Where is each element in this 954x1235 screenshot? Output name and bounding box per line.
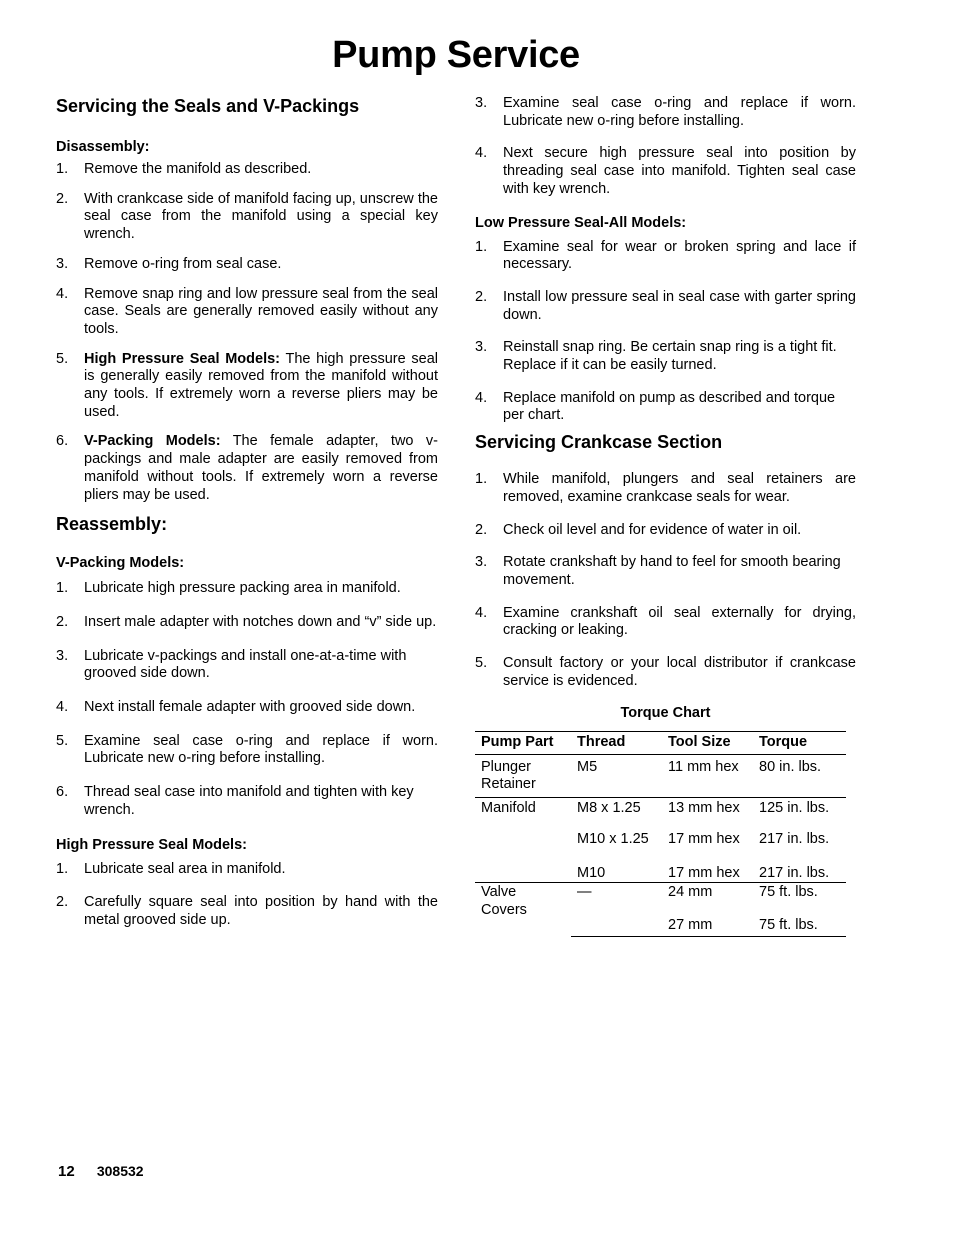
disassembly-heading: Disassembly: [56,139,150,155]
torque-table [475,731,846,937]
vpacking-list [56,580,438,819]
table-row [475,754,846,797]
column-header: Pump Part [475,732,571,755]
table-cell: 13 mm hex [668,799,740,816]
column-header: Tool Size [662,732,753,755]
disassembly-list [56,161,438,504]
list-item: 6. V-Packing Models: The female adapter, two v-packings and male adapter are easily removed from manifold without tools. If extremely worn a reverse pliers may be used. [56,433,438,503]
table-cell: M10 x 1.25 [577,831,649,848]
low-pressure-heading: Low Pressure Seal-All Models: [475,214,687,231]
section-title-seals: Servicing the Seals and V-Packings [56,96,360,116]
item-lead: High Pressure Seal Models: [84,350,281,367]
table-cell: 75 ft. lbs. [759,884,818,901]
list-item: 3. Examine seal case o-ring and replace if worn. Lubricate new o-ring before installing. [475,95,856,129]
document-number: 308532 [96,1163,144,1179]
table-cell [475,849,571,883]
page-footer [58,1163,144,1180]
crankcase-heading: Servicing Crankcase Section [475,432,723,453]
table-cell: 17 mm hex [662,849,753,883]
vpacking-heading: V-Packing Models: [56,555,185,572]
table-cell: Valve Covers [481,884,527,918]
column-header: Torque [753,732,846,755]
page-title: Pump Service [332,34,580,76]
list-item: 3. Lubricate v-packings and install one-at-a-time with grooved side down. [56,647,407,682]
table-row [475,849,846,883]
table-cell: M10 [571,849,662,883]
list-item: 4. Examine crankshaft oil seal externally for drying, cracking or leaking. [475,604,856,639]
table-row [475,817,846,849]
list-item: 6. Thread seal case into manifold and tighten with key wrench. [56,784,414,818]
list-item: 4. Next secure high pressure seal into position by threading seal case into manifold. Tighten seal case with key wrench. [475,145,856,197]
table-cell: M5 [571,754,662,797]
list-item: 5. Consult factory or your local distributor if crankcase service is evidenced. [475,655,856,689]
table-cell: 217 in. lbs. [759,831,830,848]
list-item: 4. Remove snap ring and low pressure seal from the seal case. Seals are generally removed easily without any tools. [56,285,438,337]
list-item: 2. Carefully square seal into position by hand with the metal grooved side up. [56,894,438,928]
table-cell: M8 x 1.25 [577,799,641,816]
list-item: 2. Install low pressure seal in seal case with garter spring down. [475,288,856,323]
table-cell: Manifold [481,799,536,816]
list-item: 5. High Pressure Seal Models: The high pressure seal is generally easily removed from the manifold without any tools. If extremely worn a reverse pliers may be used. [56,350,438,420]
list-item: 2. Insert male adapter with notches down and “v” side up. [56,613,437,630]
list-item: 3. Rotate crankshaft by hand to feel for smooth bearing movement. [475,554,841,588]
table-cell: 125 in. lbs. [759,799,830,816]
table-header-row [475,732,846,755]
table-cell [571,902,662,937]
list-item: 1. Lubricate seal area in manifold. [56,860,286,877]
table-row [475,797,846,817]
list-item: 1. Lubricate high pressure packing area in manifold. [56,580,401,597]
item-lead: V-Packing Models: [84,433,221,450]
high-pressure-heading: High Pressure Seal Models: [56,836,247,853]
reassembly-heading: Reassembly: [56,514,168,535]
list-item: 4. Next install female adapter with grooved side down. [56,699,416,716]
page-number: 12 [58,1163,75,1180]
list-item: 1. Examine seal for wear or broken spring and lace if necessary. [475,238,856,273]
table-cell: 11 mm hex [662,754,753,797]
table-cell: 17 mm hex [668,831,740,848]
table-cell: 75 ft. lbs. [753,902,846,937]
high-pressure-list [56,861,438,930]
list-item: 3. Reinstall snap ring. Be certain snap ring is a tight fit. Replace if it can be easily turned. [475,339,837,374]
table-cell: 80 in. lbs. [753,754,846,797]
table-cell: Plunger Retainer [475,754,571,797]
table-cell [475,817,571,849]
list-item: 4. Replace manifold on pump as described and torque per chart. [475,389,836,424]
list-item: 2. With crankcase side of manifold facing up, unscrew the seal case from the manifold using a special key wrench. [56,190,438,243]
right-column [475,95,856,937]
list-item: 3. Remove o-ring from seal case. [56,255,282,272]
table-cell: 27 mm [662,902,753,937]
continued-list [475,95,856,199]
list-item: 2. Check oil level and for evidence of water in oil. [475,521,802,538]
column-header: Thread [571,732,662,755]
list-item: 1. While manifold, plungers and seal retainers are removed, examine crankcase seals for wear. [475,471,856,505]
low-pressure-list [475,239,856,426]
list-item: 5. Examine seal case o-ring and replace if worn. Lubricate new o-ring before installing. [56,732,438,767]
table-row [475,883,846,902]
table-cell: 24 mm [668,884,713,901]
table-cell: 217 in. lbs. [753,849,846,883]
table-cell: — [577,884,592,901]
left-column [56,92,438,930]
list-item: 1. Remove the manifold as described. [56,161,312,177]
crankcase-list [475,471,856,690]
torque-chart-title: Torque Chart [620,705,711,722]
